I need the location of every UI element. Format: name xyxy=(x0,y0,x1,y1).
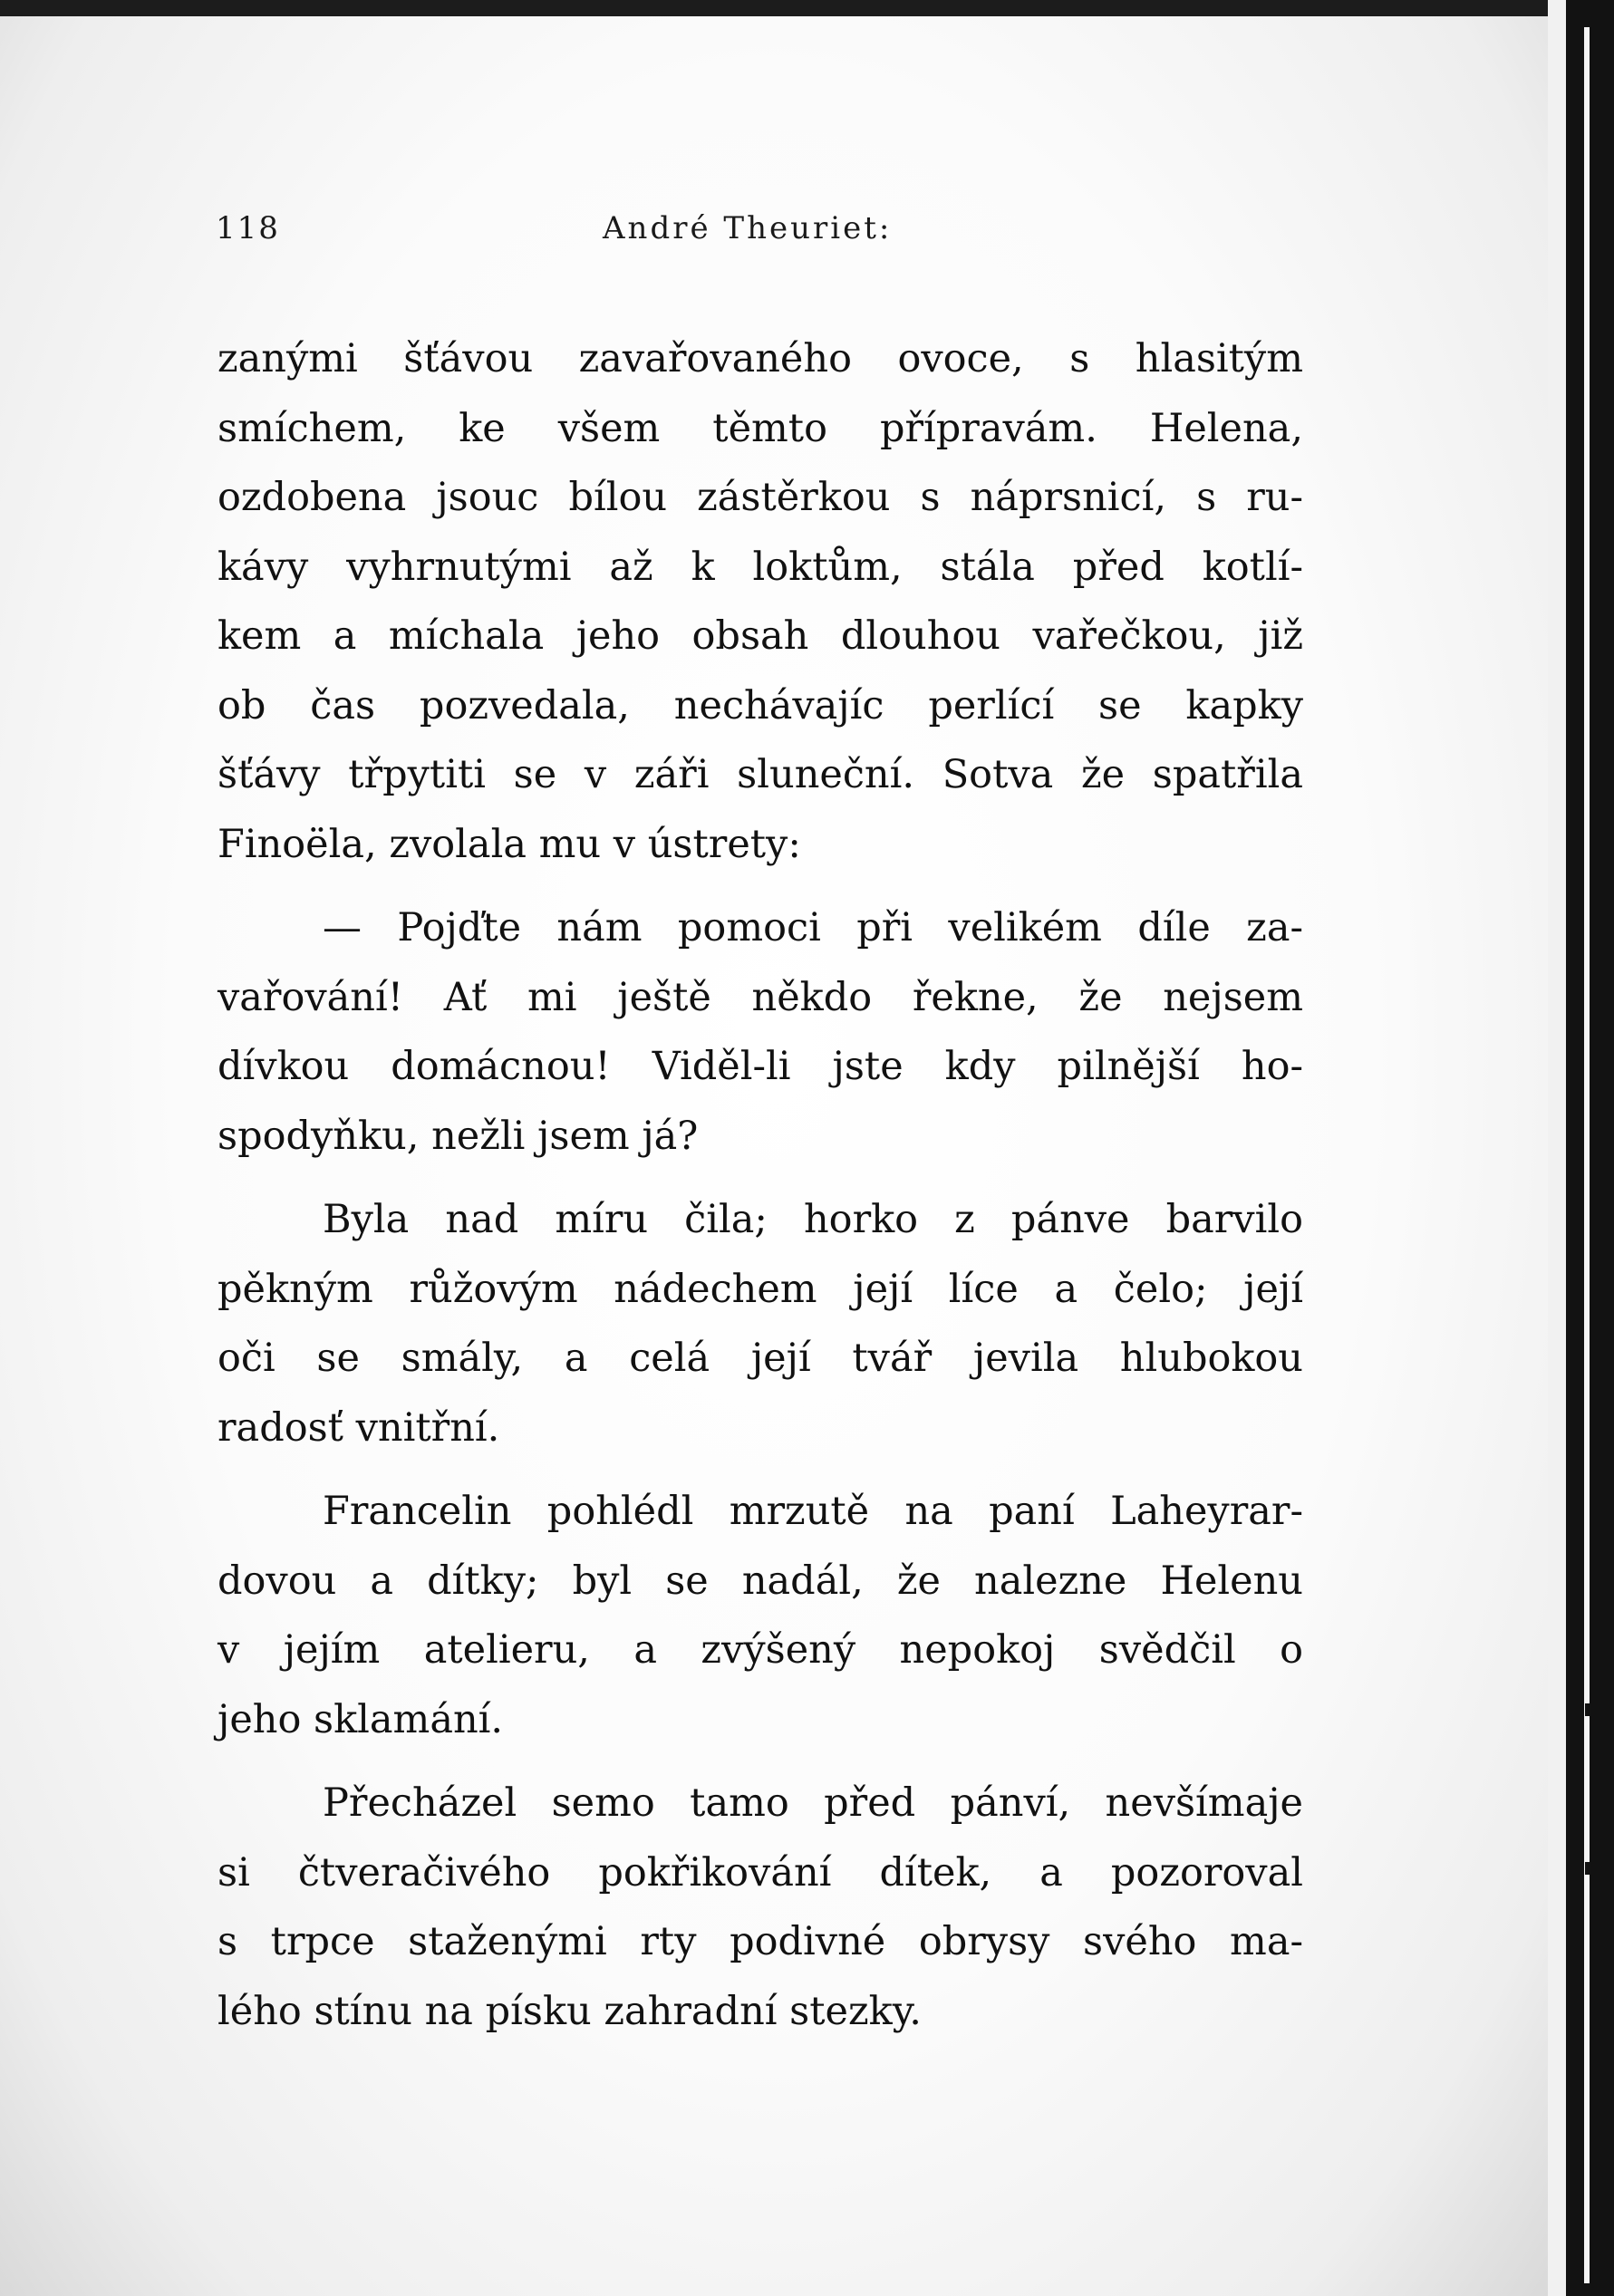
text-line: Byla nad míru čila; horko z pánve barvilo xyxy=(323,1197,1303,1242)
text-line: Přecházel semo tamo před pánví, nevšímaje xyxy=(323,1780,1303,1826)
body-text xyxy=(217,324,1303,2060)
spine-mark xyxy=(1585,1862,1590,1875)
text-line: dovou a dítky; byl se nadál, že nalezne Helenu xyxy=(217,1558,1303,1604)
text-line: pěkným růžovým nádechem její líce a čelo; její xyxy=(217,1266,1303,1312)
text-line: ob čas pozvedala, nechávajíc perlící se kapky xyxy=(217,682,1303,728)
paragraph-3 xyxy=(217,1185,1303,1462)
spine-highlight xyxy=(1584,27,1590,2283)
page-edge xyxy=(1548,0,1566,2296)
text-line: spodyňku, nežli jsem já? xyxy=(217,1113,699,1159)
book-spine xyxy=(1566,0,1614,2296)
text-line: smíchem, ke všem těmto přípravám. Helena, xyxy=(217,405,1303,451)
text-line: Francelin pohlédl mrzutě na paní Laheyrar- xyxy=(323,1489,1303,1534)
paragraph-5 xyxy=(217,1769,1303,2046)
text-line: Finoëla, zvolala mu v ústrety: xyxy=(217,821,801,867)
text-line: kávy vyhrnutými až k loktům, stála před kotlí- xyxy=(217,544,1303,590)
text-line: s trpce staženými rty podivné obrysy svého ma- xyxy=(217,1919,1303,1964)
text-line: šťávy třpytiti se v záři sluneční. Sotva že spatřila xyxy=(217,752,1303,797)
text-line: v jejím atelieru, a zvýšený nepokoj svědčil o xyxy=(217,1627,1303,1673)
text-line: dívkou domácnou! Viděl-li jste kdy pilnější ho- xyxy=(217,1044,1303,1089)
text-line: oči se smály, a celá její tvář jevila hlubokou xyxy=(217,1336,1303,1381)
text-line: ozdobena jsouc bílou zástěrkou s náprsnicí, s ru- xyxy=(217,475,1303,520)
text-line: jeho sklamání. xyxy=(217,1696,504,1742)
text-line: — Pojďte nám pomoci při velikém díle za- xyxy=(323,905,1303,950)
page-number: 118 xyxy=(216,210,280,246)
text-line: radosť vnitřní. xyxy=(217,1404,500,1451)
text-line: kem a míchala jeho obsah dlouhou vařečkou, již xyxy=(217,613,1303,659)
paragraph-2 xyxy=(217,893,1303,1171)
text-line: zanými šťávou zavařovaného ovoce, s hlasitým xyxy=(217,336,1303,381)
spine-mark xyxy=(1585,1703,1590,1716)
paragraph-4 xyxy=(217,1477,1303,1754)
text-line: lého stínu na písku zahradní stezky. xyxy=(217,1988,922,2034)
page-header xyxy=(0,210,1548,256)
text-line: si čtveračivého pokřikování dítek, a pozoroval xyxy=(217,1849,1303,1896)
text-line: vařování! Ať mi ještě někdo řekne, že nejsem xyxy=(217,974,1303,1020)
paragraph-1 xyxy=(217,324,1303,879)
running-title: André Theuriet: xyxy=(603,210,893,246)
